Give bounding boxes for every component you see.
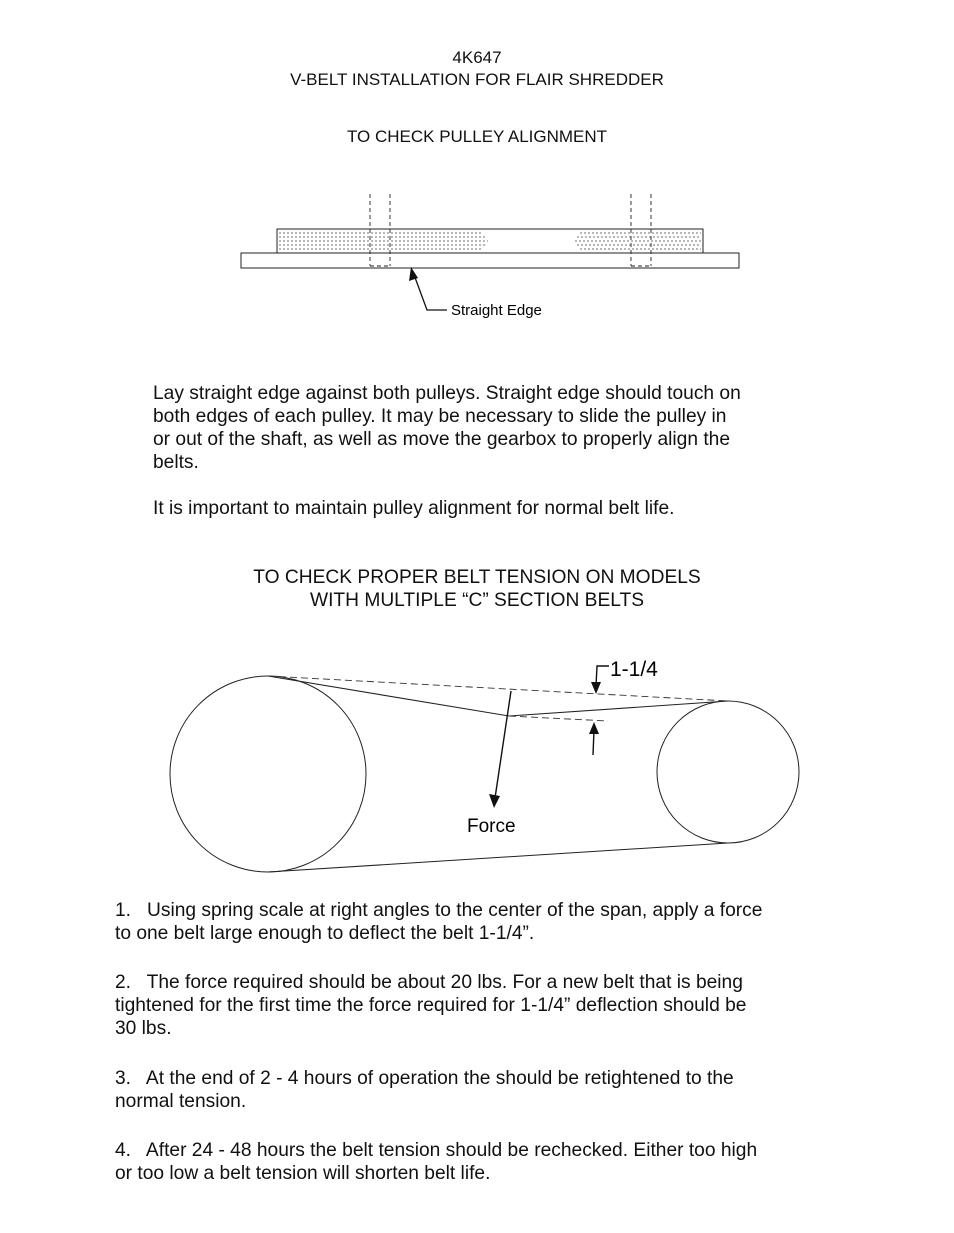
force-arrowhead: [489, 794, 500, 808]
alignment-heading: TO CHECK PULLEY ALIGNMENT: [346, 127, 608, 146]
deflection-label: 1-1/4: [610, 658, 658, 681]
straight-edge-arrowhead: [409, 267, 418, 281]
belt-bottom-span: [268, 843, 728, 872]
document-number: 4K647: [452, 48, 502, 67]
large-pulley: [170, 676, 366, 872]
alignment-importance-note: It is important to maintain pulley alignment for normal belt life.: [153, 498, 675, 519]
straight-edge-label: Straight Edge: [451, 302, 542, 319]
force-label: Force: [467, 816, 516, 837]
step-3: 3. At the end of 2 - 4 hours of operation the should be retightened to the normal tension.: [115, 1068, 734, 1112]
left-belt-dotted: [279, 233, 488, 249]
deflection-reference-line: [509, 716, 608, 721]
tension-heading-line-2: WITH MULTIPLE “C” SECTION BELTS: [309, 590, 645, 611]
belt-deflected-span: [268, 676, 728, 716]
straight-edge: [241, 253, 739, 268]
deflection-upper-arrowhead: [591, 682, 601, 694]
right-belt-dotted: [575, 233, 701, 249]
document-title: V-BELT INSTALLATION FOR FLAIR SHREDDER: [290, 70, 664, 89]
belt-tension-diagram: [170, 658, 799, 872]
alignment-instructions: Lay straight edge against both pulleys. Straight edge should touch on both edges of each pulley. It may be necessary to slide the pulley in or out of the shaft, as well as move the gearbox to properly align the belts.: [153, 383, 741, 473]
deflection-lower-arrowhead: [589, 722, 599, 734]
step-4: 4. After 24 - 48 hours the belt tension should be rechecked. Either too high or too low a belt tension will shorten belt life.: [115, 1140, 758, 1184]
step-1: 1. Using spring scale at right angles to the center of the span, apply a force to one belt large enough to deflect the belt 1-1/4”.: [115, 900, 763, 944]
tension-heading-line-1: TO CHECK PROPER BELT TENSION ON MODELS: [253, 567, 701, 588]
step-2: 2. The force required should be about 20 lbs. For a new belt that is being tightened for the first time the force required for 1-1/4” deflection should be 30 lbs.: [115, 972, 747, 1039]
force-arrow-shaft: [495, 691, 511, 798]
straight-edge-leader: [413, 272, 447, 310]
belt-undeflected-reference: [268, 676, 728, 701]
small-pulley: [657, 701, 799, 843]
